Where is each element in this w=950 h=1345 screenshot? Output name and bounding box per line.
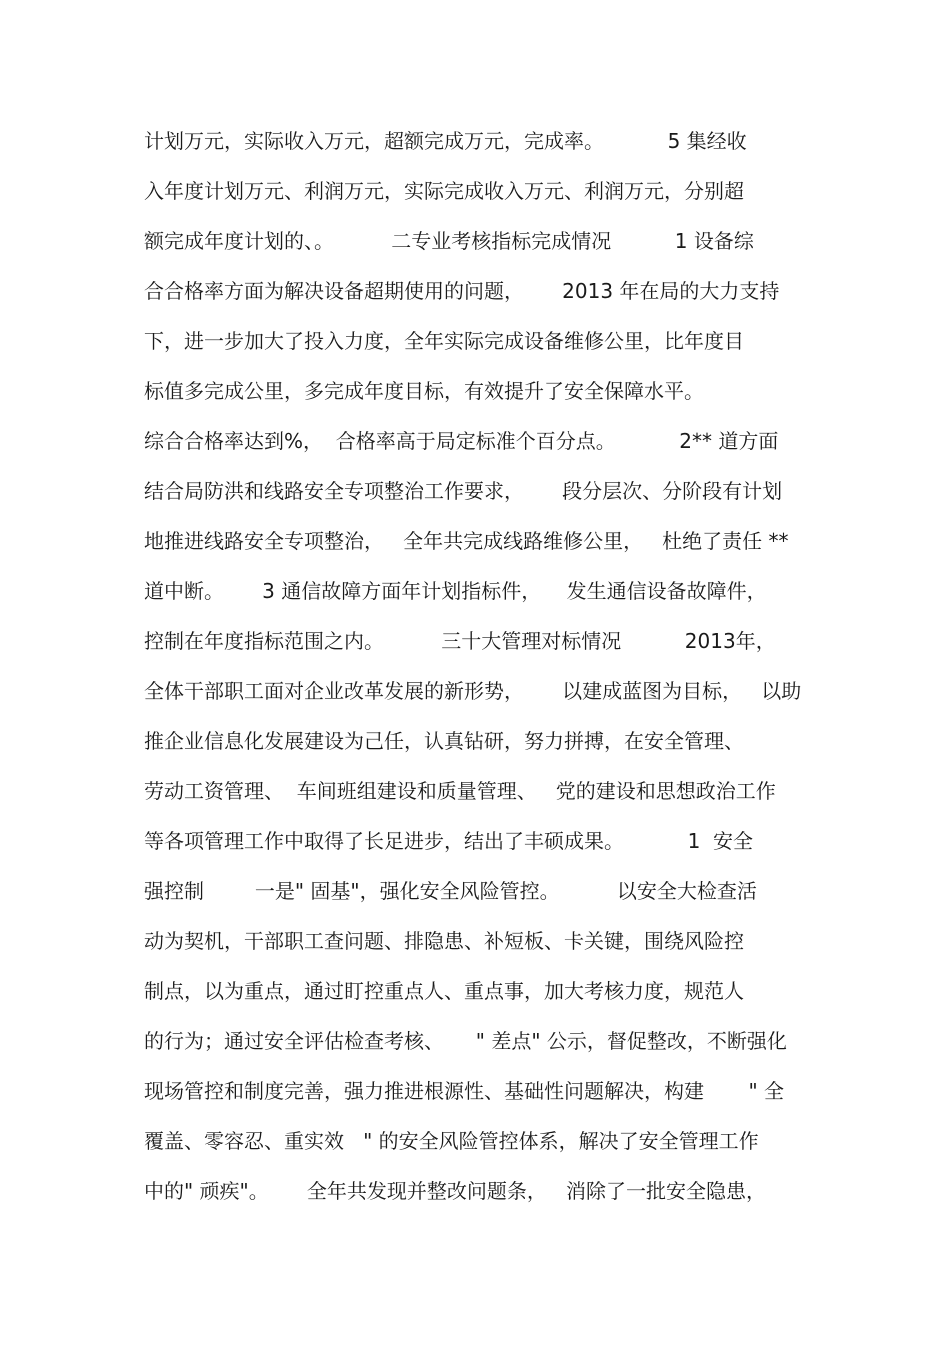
body-text-line: 地推进线路安全专项整治， 全年共完成线路维修公里， 杜绝了责任 **: [144, 529, 789, 553]
body-text-line: 额完成年度计划的、。 二专业考核指标完成情况 1 设备综: [144, 229, 754, 253]
body-text-line: 入年度计划万元、利润万元，实际完成收入万元、利润万元，分别超: [144, 179, 744, 203]
body-text-line: 劳动工资管理、 车间班组建设和质量管理、 党的建设和思想政治工作: [144, 779, 776, 803]
body-text-line: 强控制 一是" 固基"，强化安全风险管控。 以安全大检查活: [144, 879, 757, 903]
body-text-line: 综合合格率达到%， 合格率高于局定标准个百分点。 2** 道方面: [144, 429, 779, 453]
body-text-line: 全体干部职工面对企业改革发展的新形势， 以建成蓝图为目标， 以助: [144, 679, 802, 703]
body-text-line: 标值多完成公里，多完成年度目标，有效提升了安全保障水平。: [144, 379, 704, 403]
body-text-line: 中的" 顽疾"。 全年共发现并整改问题条， 消除了一批安全隐患，: [144, 1179, 766, 1203]
body-text-line: 道中断。 3 通信故障方面年计划指标件， 发生通信设备故障件，: [144, 579, 767, 603]
body-text-line: 动为契机，干部职工查问题、排隐患、补短板、卡关键，围绕风险控: [144, 929, 744, 953]
body-text-line: 制点，以为重点，通过盯控重点人、重点事，加大考核力度，规范人: [144, 979, 744, 1003]
body-text-line: 控制在年度指标范围之内。 三十大管理对标情况 2013年，: [144, 629, 776, 653]
body-text-line: 合合格率方面为解决设备超期使用的问题， 2013 年在局的大力支持: [144, 279, 780, 303]
body-text-line: 的行为；通过安全评估检查考核、 " 差点" 公示，督促整改，不断强化: [144, 1029, 787, 1053]
body-text-line: 计划万元，实际收入万元，超额完成万元，完成率。 5 集经收: [144, 129, 747, 153]
body-text-line: 下，进一步加大了投入力度，全年实际完成设备维修公里，比年度目: [144, 329, 744, 353]
body-text-line: 等各项管理工作中取得了长足进步，结出了丰硕成果。 1 安全: [144, 829, 754, 853]
body-text-line: 结合局防洪和线路安全专项整治工作要求， 段分层次、分阶段有计划: [144, 479, 783, 503]
body-text-line: 现场管控和制度完善，强力推进根源性、基础性问题解决，构建 " 全: [144, 1079, 785, 1103]
body-text-line: 推企业信息化发展建设为己任，认真钻研，努力拼搏，在安全管理、: [144, 729, 744, 753]
body-text-line: 覆盖、零容忍、重实效 " 的安全风险管控体系，解决了安全管理工作: [144, 1129, 759, 1153]
